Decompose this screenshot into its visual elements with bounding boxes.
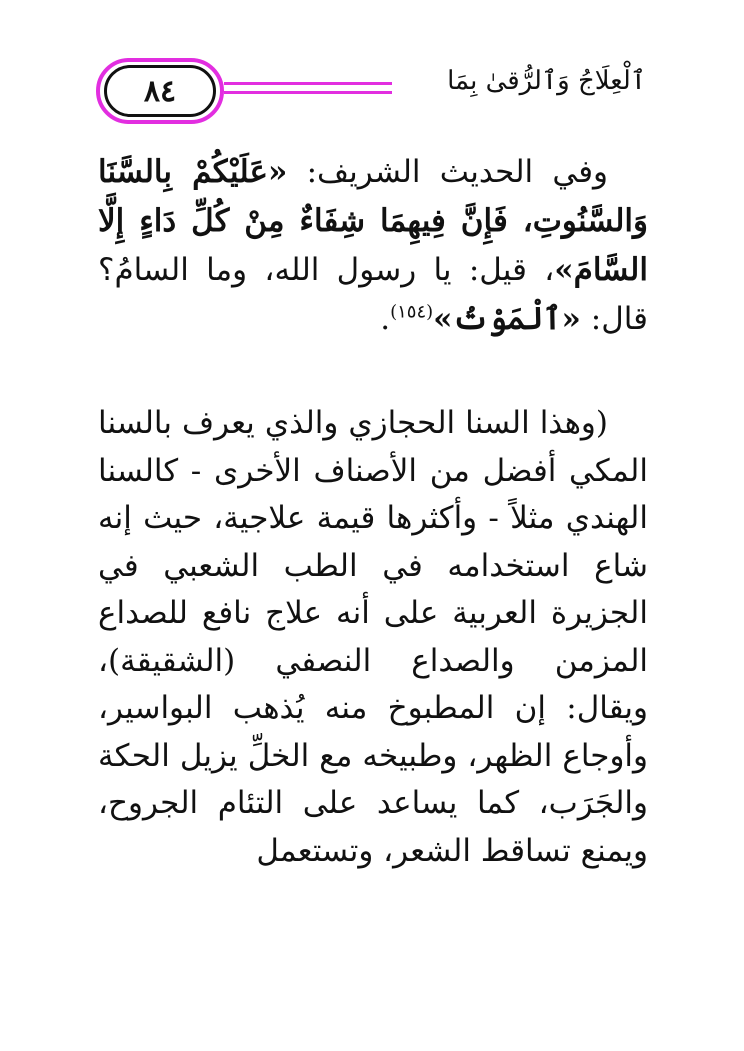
hadith-question: ، قيل: يا رسول الله، وما السامُ؟ قال: bbox=[98, 252, 648, 337]
hadith-answer: «ٱلْمَوْتُ» bbox=[433, 301, 581, 337]
sentence-end: . bbox=[380, 301, 391, 337]
hadith-quote: «عَلَيْكُمْ بِالسَّنَا وَالسَّنُوتِ، فَإِنَّ فِيهِمَا شِفَاءٌ مِنْ كُلِّ دَاءٍ إِلَّا السَّامَ» bbox=[98, 154, 648, 288]
header-rule-line bbox=[224, 91, 392, 94]
footnote-marker: (١٥٤) bbox=[390, 301, 434, 323]
page-header bbox=[96, 58, 646, 132]
paragraph-hadith bbox=[98, 148, 648, 344]
running-title: ٱلْعِلَاجُ وَٱلرُّقىٰ بِمَا bbox=[447, 66, 646, 96]
header-rule bbox=[224, 82, 392, 96]
page-number-frame bbox=[96, 58, 224, 124]
paragraph-body bbox=[98, 400, 648, 875]
body-text: (وهذا السنا الحجازي والذي يعرف بالسنا المكي أفضل من الأصناف الأخرى - كالسنا الهندي مثلاً - وأكثرها قيمة علاجية، حيث إنه شاع استخدامه في الطب الشعبي في الجزيرة العربية على أنه علاج نافع للصداع المزمن والصداع النصفي (الشقيقة)، ويقال: إن المطبوخ منه يُذهب البواسير، وأوجاع الظهر، وطبيخه مع الخلِّ يزيل الحكة والجَرَب، كما يساعد على التئام الجروح، ويمنع تساقط الشعر، وتستعمل bbox=[98, 405, 648, 869]
header-rule-line bbox=[224, 82, 392, 85]
page-number: ٨٤ bbox=[104, 65, 216, 117]
hadith-intro: وفي الحديث الشريف: bbox=[287, 154, 608, 190]
